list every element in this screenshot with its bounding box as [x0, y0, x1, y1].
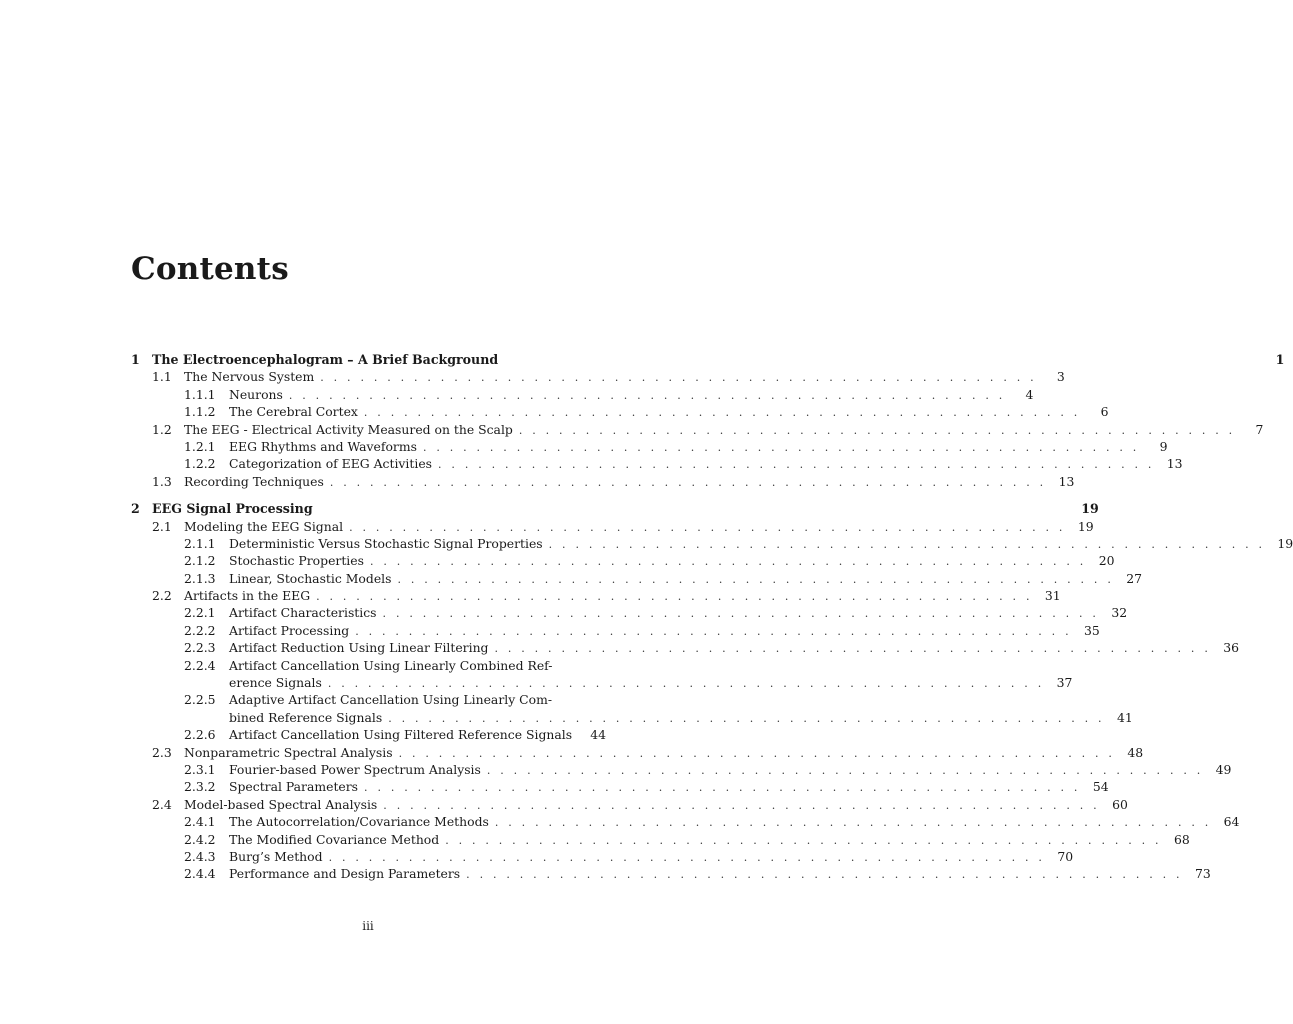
toc-entry-page: 13 [1058, 473, 1075, 489]
toc-subsection-entry[interactable] [131, 386, 1034, 403]
toc-entry-page: 19 [1077, 518, 1094, 534]
toc-entry-title: Spectral Parameters [229, 779, 359, 795]
toc-subsection-entry[interactable] [131, 761, 1232, 778]
toc-entry-number: 2.4 [152, 796, 172, 812]
toc-entry-number: 2.4.2 [184, 831, 216, 847]
toc-entry-number: 2.4.4 [184, 866, 216, 882]
dot-leader: . . . . . . . . . . . . . . . . . . . . . . . . . . . . . . . . . . . . . . . . . . . . . . . . . . . . . . [328, 850, 1046, 864]
toc-section-entry[interactable] [131, 368, 1065, 385]
toc-entry-number: 1.1.1 [184, 386, 216, 402]
dot-leader: . . . . . . . . . . . . . . . . . . . . . . . . . . . . . . . . . . . . . . . . . . . . . . . . . . . . . . [288, 388, 1006, 402]
toc-entry-number: 2.1.1 [184, 535, 216, 551]
toc-entry-title: Artifacts in the EEG [184, 588, 311, 604]
dot-leader: . . . . . . . . . . . . . . . . . . . . . . . . . . . . . . . . . . . . . . . . . . . . . . . . . . . . . . [466, 868, 1183, 882]
toc-entry-page: 4 [1025, 386, 1034, 402]
toc-entry-page: 44 [590, 727, 607, 743]
toc-entry-number: 1.2.2 [184, 456, 216, 472]
toc-entry-page: 54 [1092, 779, 1109, 795]
toc-entry-title-continued: erence Signals [229, 675, 322, 691]
toc-entry-title: Fourier-based Power Spectrum Analysis [229, 761, 481, 777]
toc-entry-title: The Electroencephalogram – A Brief Background [152, 352, 499, 367]
toc-entry-page: 49 [1215, 761, 1232, 777]
toc-entry-page: 68 [1173, 831, 1190, 847]
dot-leader: . . . . . . . . . . . . . . . . . . . . . . . . . . . . . . . . . . . . . . . . . . . . . . . . . . . . . . [518, 423, 1236, 437]
toc-entry-title: Nonparametric Spectral Analysis [184, 744, 393, 760]
toc-entry-title: Neurons [229, 386, 283, 402]
toc-section-entry[interactable] [131, 796, 1128, 813]
dot-leader: . . . . . . . . . . . . . . . . . . . . . . . . . . . . . . . . . . . . . . . . . . . . . . . . . . . . . . [494, 642, 1212, 656]
toc-subsection-entry[interactable] [131, 657, 595, 674]
toc-entry-title: EEG Rhythms and Waveforms [229, 438, 417, 454]
toc-entry-title: Artifact Processing [229, 622, 350, 638]
toc-subsection-entry[interactable] [131, 778, 1109, 795]
dot-leader: . . . . . . . . . . . . . . . . . . . . . . . . . . . . . . . . . . . . . . . . . . . . . . . . . . . . . . [369, 555, 1087, 569]
toc-entry-page: 19 [1081, 501, 1099, 517]
toc-entry-number: 2.2 [152, 588, 172, 604]
dot-leader: . . . . . . . . . . . . . . . . . . . . . . . . . . . . . . . . . . . . . . . . . . . . . . . . . . . . . . [382, 607, 1100, 621]
toc-entry-page: 36 [1223, 640, 1240, 656]
toc-entry-title: Burg’s Method [229, 848, 323, 864]
toc-entry-page: 6 [1100, 404, 1109, 420]
toc-subsection-entry[interactable] [131, 865, 1211, 882]
page-number: iii [362, 919, 374, 933]
toc-subsection-entry[interactable] [131, 848, 1074, 865]
toc-entry-title: Recording Techniques [184, 473, 324, 489]
toc-entry-title: Deterministic Versus Stochastic Signal Properties [229, 535, 543, 551]
toc-entry-number: 2.3 [152, 744, 172, 760]
table-of-contents [131, 351, 1293, 883]
toc-subsection-entry[interactable] [131, 438, 1168, 455]
toc-entry-page: 1 [1275, 352, 1285, 367]
toc-entry-page: 37 [1056, 675, 1073, 691]
toc-subsection-entry[interactable] [131, 622, 1100, 639]
toc-entry-title: Artifact Characteristics [229, 605, 377, 621]
toc-entry-title: Modeling the EEG Signal [184, 518, 344, 534]
toc-entry-page: 41 [1116, 709, 1133, 725]
toc-subsection-entry[interactable] [131, 552, 1115, 569]
dot-leader: . . . . . . . . . . . . . . . . . . . . . . . . . . . . . . . . . . . . . . . . . . . . . . . . . . . . . . [438, 458, 1155, 472]
toc-entry-page: 64 [1223, 814, 1240, 830]
toc-entry-title: Artifact Cancellation Using Linearly Combined Ref- [229, 657, 553, 673]
toc-entry-number: 1.1 [152, 369, 172, 385]
toc-entry-number: 2.3.1 [184, 761, 216, 777]
toc-entry-number: 2 [131, 501, 140, 517]
dot-leader: . . . . . . . . . . . . . . . . . . . . . . . . . . . . . . . . . . . . . . . . . . . . . . . . . . . . . . [329, 475, 1047, 489]
toc-section-entry[interactable] [131, 744, 1144, 761]
toc-entry-title: Artifact Reduction Using Linear Filtering [229, 640, 489, 656]
toc-entry-number: 1.1.2 [184, 404, 216, 420]
toc-section-entry[interactable] [131, 421, 1264, 438]
toc-entry-title: Model-based Spectral Analysis [184, 796, 378, 812]
toc-entry-page: 60 [1112, 796, 1128, 812]
toc-entry-title: Performance and Design Parameters [229, 866, 461, 882]
toc-entry-number: 2.2.4 [184, 657, 216, 673]
dot-leader: . . . . . . . . . . . . . . . . . . . . . . . . . . . . . . . . . . . . . . . . . . . . . . . . . . . . . . [388, 711, 1105, 725]
toc-entry-page: 32 [1111, 605, 1128, 621]
toc-entry-page: 19 [1277, 535, 1293, 551]
toc-entry-number: 2.2.5 [184, 692, 216, 708]
toc-entry-number: 2.2.3 [184, 640, 216, 656]
toc-section-entry[interactable] [131, 473, 1075, 490]
dot-leader: . . . . . . . . . . . . . . . . . . . . . . . . . . . . . . . . . . . . . . . . . . . . . . . . . . . . . . [445, 833, 1162, 847]
toc-entry-page: 73 [1194, 866, 1211, 882]
toc-entry-page: 31 [1044, 588, 1061, 604]
toc-entry-page: 3 [1056, 369, 1065, 385]
toc-entry-page: 70 [1057, 848, 1074, 864]
toc-chapter-entry[interactable] [131, 500, 1099, 517]
toc-entry-number: 1.3 [152, 473, 172, 489]
toc-entry-title: The Modified Covariance Method [229, 831, 440, 847]
dot-leader: . . . . . . . . . . . . . . . . . . . . . . . . . . . . . . . . . . . . . . . . . . . . . . . . . . . . . . [397, 572, 1115, 586]
toc-subsection-entry[interactable] [131, 570, 1143, 587]
toc-entry-number: 1.2 [152, 421, 172, 437]
page-title: Contents [131, 251, 289, 287]
dot-leader: . . . . . . . . . . . . . . . . . . . . . . . . . . . . . . . . . . . . . . . . . . . . . . . . . . . . . . [349, 520, 1066, 534]
toc-entry-title: Adaptive Artifact Cancellation Using Linearly Com- [229, 692, 553, 708]
toc-entry-page: 20 [1098, 553, 1115, 569]
dot-leader: . . . . . . . . . . . . . . . . . . . . . . . . . . . . . . . . . . . . . . . . . . . . . . . . . . . . . . [363, 406, 1081, 420]
toc-entry-number: 2.2.6 [184, 727, 216, 743]
dot-leader: . . . . . . . . . . . . . . . . . . . . . . . . . . . . . . . . . . . . . . . . . . . . . . . . . . . . . . [486, 763, 1204, 777]
dot-leader: . . . . . . . . . . . . . . . . . . . . . . . . . . . . . . . . . . . . . . . . . . . . . . . . . . . . . . [316, 590, 1033, 604]
toc-entry-title: The EEG - Electrical Activity Measured on the Scalp [184, 421, 513, 437]
toc-entry-title: Stochastic Properties [229, 553, 364, 569]
toc-entry-title: Linear, Stochastic Models [229, 570, 392, 586]
toc-subsection-entry[interactable] [131, 831, 1190, 848]
toc-entry-number: 2.4.3 [184, 848, 216, 864]
toc-entry-title: Artifact Cancellation Using Filtered Reference Signals [229, 727, 573, 743]
toc-subsection-entry[interactable] [131, 535, 1293, 552]
toc-subsection-entry[interactable] [131, 813, 1240, 830]
toc-entry-page: 9 [1159, 438, 1168, 454]
toc-entry-number: 1 [131, 352, 140, 367]
toc-entry-title: Categorization of EEG Activities [229, 456, 433, 472]
toc-entry-number: 2.1.3 [184, 570, 216, 586]
toc-subsection-entry[interactable] [131, 403, 1109, 420]
dot-leader: . . . . . . . . . . . . . . . . . . . . . . . . . . . . . . . . . . . . . . . . . . . . . . . . . . . . . . [398, 746, 1116, 760]
toc-entry-title: The Autocorrelation/Covariance Methods [229, 814, 489, 830]
dot-leader: . . . . . . . . . . . . . . . . . . . . . . . . . . . . . . . . . . . . . . . . . . . . . . . . . . . . . . [383, 798, 1100, 812]
toc-entry-page: 48 [1127, 744, 1144, 760]
toc-subsection-entry[interactable] [131, 691, 595, 708]
toc-entry-page: 13 [1166, 456, 1183, 472]
toc-subsection-entry[interactable] [131, 604, 1128, 621]
toc-entry-number: 2.1 [152, 518, 172, 534]
dot-leader: . . . . . . . . . . . . . . . . . . . . . . . . . . . . . . . . . . . . . . . . . . . . . . . . . . . . . . [327, 677, 1045, 691]
toc-chapter-entry[interactable] [131, 351, 1285, 368]
dot-leader: . . . . . . . . . . . . . . . . . . . . . . . . . . . . . . . . . . . . . . . . . . . . . . . . . . . . . . [494, 816, 1212, 830]
toc-entry-page: 35 [1084, 622, 1100, 638]
toc-entry-title: The Cerebral Cortex [229, 404, 358, 420]
toc-subsection-entry[interactable] [131, 726, 607, 743]
toc-entry-title: EEG Signal Processing [152, 501, 313, 517]
dot-leader: . . . . . . . . . . . . . . . . . . . . . . . . . . . . . . . . . . . . . . . . . . . . . . . . . . . . . . [364, 781, 1081, 795]
toc-entry-title-continued: bined Reference Signals [229, 709, 383, 725]
dot-leader: . . . . . . . . . . . . . . . . . . . . . . . . . . . . . . . . . . . . . . . . . . . . . . . . . . . . . . [355, 624, 1072, 638]
toc-entry-continuation[interactable] [131, 709, 1133, 726]
toc-entry-page: 27 [1126, 570, 1143, 586]
toc-entry-number: 2.4.1 [184, 814, 216, 830]
toc-entry-number: 2.1.2 [184, 553, 216, 569]
toc-entry-number: 2.2.2 [184, 622, 216, 638]
toc-entry-number: 2.3.2 [184, 779, 216, 795]
dot-leader: . . . . . . . . . . . . . . . . . . . . . . . . . . . . . . . . . . . . . . . . . . . . . . . . . . . . . . [548, 537, 1266, 551]
toc-entry-continuation[interactable] [131, 674, 1073, 691]
toc-section-entry[interactable] [131, 518, 1094, 535]
toc-subsection-entry[interactable] [131, 639, 1240, 656]
toc-subsection-entry[interactable] [131, 455, 1183, 472]
dot-leader: . . . . . . . . . . . . . . . . . . . . . . . . . . . . . . . . . . . . . . . . . . . . . . . . . . . . . . [422, 440, 1140, 454]
dot-leader: . . . . . . . . . . . . . . . . . . . . . . . . . . . . . . . . . . . . . . . . . . . . . . . . . . . . . . [320, 371, 1037, 385]
toc-section-entry[interactable] [131, 587, 1061, 604]
toc-entry-number: 2.2.1 [184, 605, 216, 621]
toc-entry-title: The Nervous System [184, 369, 315, 385]
toc-entry-page: 7 [1255, 421, 1264, 437]
toc-entry-number: 1.2.1 [184, 438, 216, 454]
